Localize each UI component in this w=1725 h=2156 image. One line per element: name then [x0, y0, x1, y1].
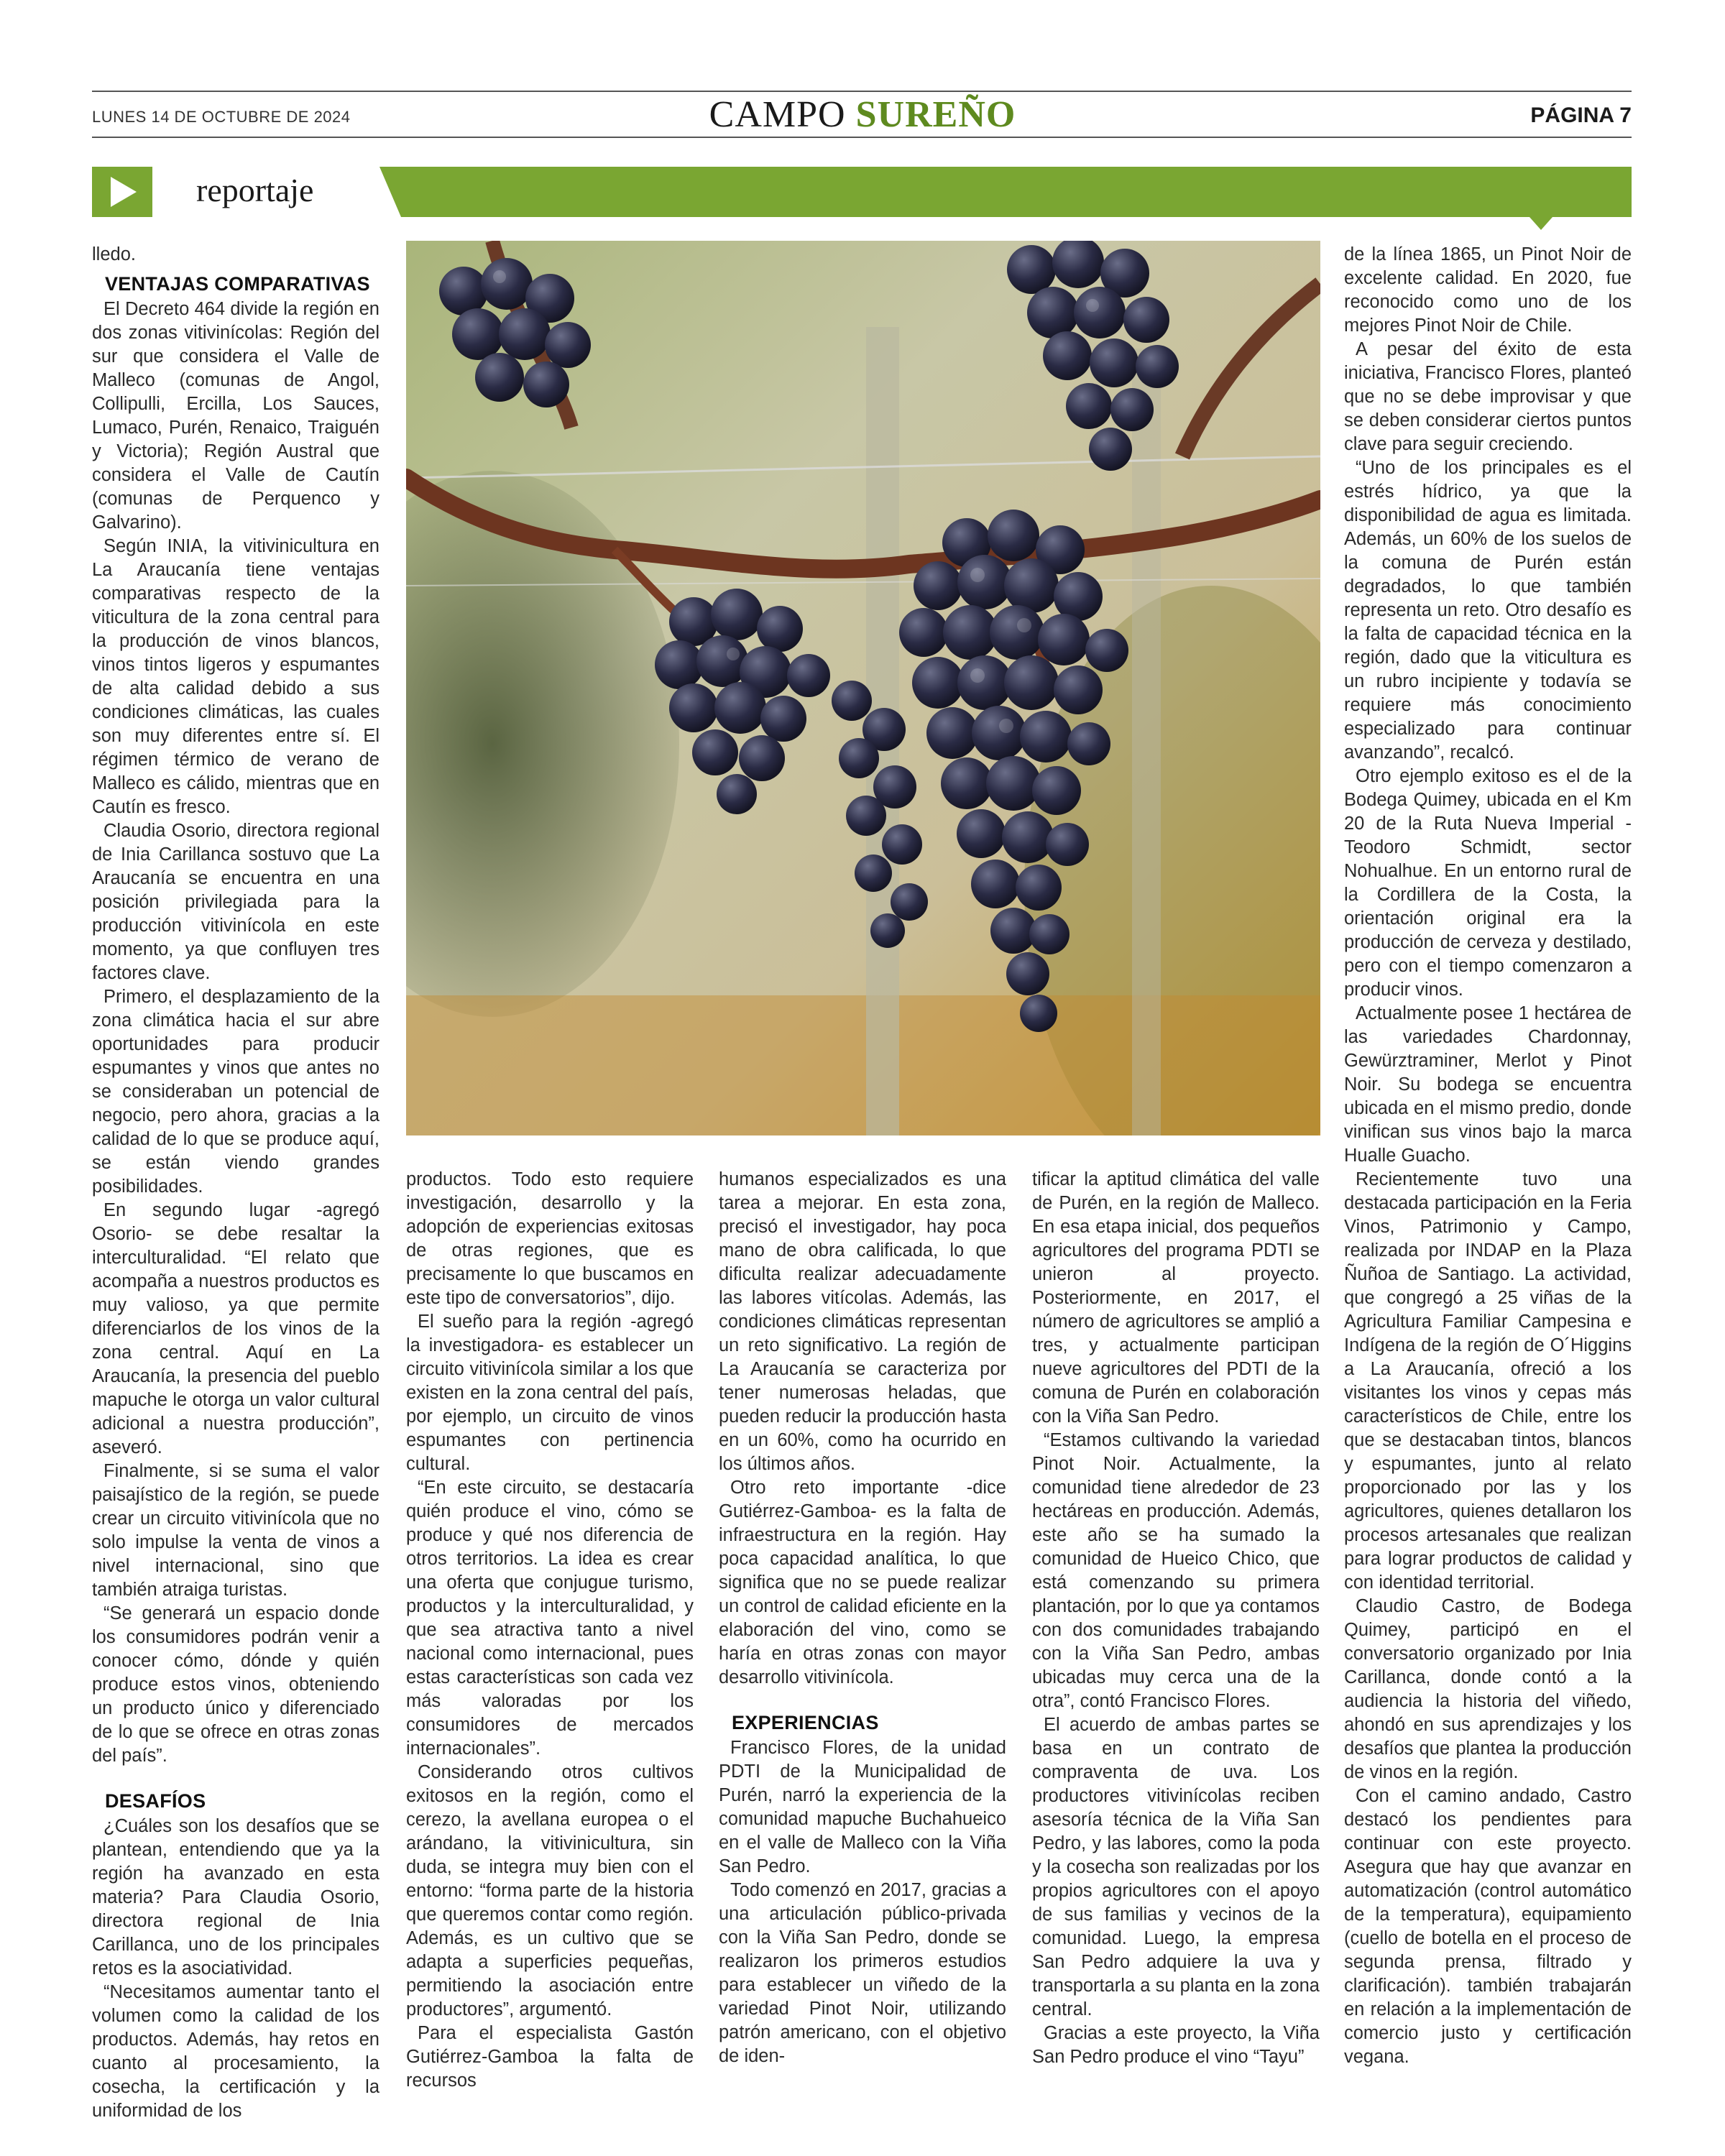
section-green-band: [380, 167, 1632, 217]
paragraph: Claudia Osorio, directora regional de Inia Carillanca sostuvo que La Araucanía se encuentra en una posición privilegiada para la producción vitivinícola en este momento, ya que confluyen tres factores clave.: [92, 821, 380, 983]
paragraph: Otro ejemplo exitoso es el de la Bodega Quimey, ubicada en el Km 20 de la Ruta Nueva Imperial - Teodoro Schmidt, sector Nohualhue. En un entorno rural de la Cordillera de la Costa, la orientación original era la producción de cerveza y destilado, pero con el tiempo comenzaron a producir vinos.: [1344, 766, 1632, 1000]
paragraph: “Se generará un espacio donde los consumidores podrán venir a conocer cómo, dónde y quién produce estos vinos, obteniendo un producto único y diferenciado de lo que se ofrece en otras zonas del país”.: [92, 1603, 380, 1766]
masthead-part-1: CAMPO: [709, 94, 846, 135]
section-label: reportaje: [196, 172, 314, 208]
subheading-experiencias: EXPERIENCIAS: [732, 1712, 879, 1733]
grape-cluster-photo: [406, 241, 1320, 1135]
masthead-part-2: SUREÑO: [855, 94, 1016, 135]
paragraph: “Uno de los principales es el estrés hídrico, ya que la disponibilidad de agua es limitada. Además, un 60% de los suelos de la comuna de Purén están degradados, lo que también representa un reto. Otro desafío es la falta de capacidad técnica en la región, dado que la viticultura es un rubro incipiente y todavía se requiere más conocimiento especializado para continuar avanzando”, recalcó.: [1344, 458, 1632, 763]
page-number: PÁGINA 7: [1530, 103, 1632, 127]
article-column-1: [92, 243, 380, 2123]
paragraph: Gracias a este proyecto, la Viña San Pedro produce el vino “Tayu”: [1032, 2023, 1320, 2067]
paragraph: de la línea 1865, un Pinot Noir de excelente calidad. En 2020, fue reconocido como uno de los mejores Pinot Noir de Chile.: [1344, 244, 1632, 336]
paragraph: tificar la aptitud climática del valle de Purén, en la región de Malleco. En esa etapa inicial, dos pequeños agricultores del programa PDTI se unieron al proyecto. Posteriormente, en 2017, el número de agricultores se amplió a tres, y actualmente participan nueve agricultores del PDTI de la comuna de Purén en colaboración con la Viña San Pedro.: [1032, 1169, 1320, 1427]
header-top-rule: [92, 91, 1632, 92]
paragraph: Otro reto importante -dice Gutiérrez-Gamboa- es la falta de infraestructura en la región. Hay poca capacidad analítica, lo que significa que no se puede realizar un control de calidad eficiente en la elaboración del vino, como se haría en otras zonas con mayor desarrollo vitivinícola.: [719, 1478, 1006, 1687]
paragraph: humanos especializados es una tarea a mejorar. En esta zona, precisó el investigador, hay poca mano de obra calificada, lo que dificulta realizar adecuadamente las labores vitícolas. Además, las condiciones climáticas representan un reto significativo. La región de La Araucanía se caracteriza por tener numerosas heladas, que pueden reducir la producción hasta en un 60%, como ha ocurrido en los últimos años.: [719, 1169, 1006, 1474]
paragraph: “Estamos cultivando la variedad Pinot Noir. Actualmente, la comunidad tiene alrededor de 23 hectáreas en producción. Además, este año se ha sumado la comunidad de Hueico Chico, que está comenzando su primera plantación, por lo que ya contamos con dos comunidades trabajando con la Viña San Pedro, ambas ubicadas muy cerca una de la otra”, contó Francisco Flores.: [1032, 1430, 1320, 1711]
paragraph: Considerando otros cultivos exitosos en la región, como el cerezo, la avellana europea o el arándano, la vitivinicultura, sin duda, se integra muy bien con el entorno: “forma parte de la historia que queremos contar como región. Además, es un cultivo que se adapta a superficies pequeñas, permitiendo la asociación entre productores”, argumentó.: [406, 1762, 694, 2019]
paragraph: Primero, el desplazamiento de la zona climática hacia el sur abre oportunidades para producir espumantes y vinos que antes no se consideraban un potencial de negocio, pero ahora, gracias a la calidad de lo que se produce aquí, se están viendo grandes posibilidades.: [92, 987, 380, 1197]
paragraph: Según INIA, la vitivinicultura en La Araucanía tiene ventajas comparativas respecto de la viticultura de la zona central para la producción de vinos blancos, vinos tintos ligeros y espumantes de alta calidad debido a sus condiciones climáticas, las cuales son muy diferentes entre sí. El régimen térmico de verano de Malleco es cálido, mientras que en Cautín es fresco.: [92, 536, 380, 817]
section-notch: [1530, 217, 1552, 230]
paragraph: Recientemente tuvo una destacada participación en la Feria Vinos, Patrimonio y Campo, realizada por INDAP en la Plaza Ñuñoa de Santiago. La actividad, que congregó a 25 viñas de la Agricultura Familiar Campesina e Indígena de la región de O´Higgins a La Araucanía, ofreció a los visitantes los vinos y cepas más característicos de Chile, entre los que se destacaban tintos, blancos y espumantes, junto al relato proporcionado por las y los agricultores, quienes detallaron los procesos artesanales que realizan para lograr productos de calidad y con identidad territorial.: [1344, 1169, 1632, 1593]
paragraph: En segundo lugar -agregó Osorio- se debe resaltar la interculturalidad. “El relato que acompaña a nuestros productos es muy valioso, ya que permite diferenciarlos de los vinos de la zona central. Aquí en La Araucanía, la presencia del pueblo mapuche le otorga un valor cultural adicional a nuestra producción”, aseveró.: [92, 1200, 380, 1457]
paragraph: El Decreto 464 divide la región en dos zonas vitivinícolas: Región del sur que considera el Valle de Malleco (comunas de Angol, Collipulli, Ercilla, Los Sauces, Lumaco, Purén, Renaico, Traiguén y Victoria); Región Austral que considera el Valle de Cautín (comunas de Perquenco y Galvarino).: [92, 299, 380, 533]
paragraph: Claudio Castro, de Bodega Quimey, participó en el conversatorio organizado por Inia Carillanca, donde contó a la audiencia la historia del viñedo, ahondó en sus aprendizajes y los desafíos que plantea la producción de vinos en la región.: [1344, 1596, 1632, 1782]
paragraph: lledo.: [92, 244, 136, 264]
subheading-desafios: DESAFÍOS: [105, 1790, 206, 1812]
paragraph: “En este circuito, se destacaría quién produce el vino, cómo se produce y qué nos diferencia de otros territorios. La idea es crear una oferta que conjugue turismo, productos y la interculturalidad, y que sea atractiva tanto a nivel nacional como internacional, pues estas características son cada vez más valoradas por los consumidores de mercados internacionales”.: [406, 1478, 694, 1759]
paragraph: ¿Cuáles son los desafíos que se plantean, entendiendo que ya la región ha avanzado en esta materia? Para Claudia Osorio, directora regional de Inia Carillanca, uno de los principales retos es la asociatividad.: [92, 1816, 380, 1978]
article-column-2: [406, 1168, 694, 2093]
paragraph: “Necesitamos aumentar tanto el volumen como la calidad de los productos. Además, hay retos en cuanto al procesamiento, la cosecha, la certificación y la uniformidad de los: [92, 1982, 380, 2121]
paragraph: El acuerdo de ambas partes se basa en un contrato de compraventa de uva. Los productores vitivinícolas reciben asesoría técnica de la Viña San Pedro, y las labores, como la poda y la cosecha son realizadas por los propios agricultores con el apoyo de sus familias y vecinos de la comunidad. Luego, la empresa San Pedro adquiere la uva y transportarla a su planta en la zona central.: [1032, 1715, 1320, 2019]
paragraph: productos. Todo esto requiere investigación, desarrollo y la adopción de experiencias exitosas de otras regiones, que es precisamente lo que buscamos en este tipo de conversatorios”, dijo.: [406, 1169, 694, 1308]
play-arrow-icon: [92, 167, 152, 217]
section-bar: [92, 167, 1632, 217]
issue-date: LUNES 14 DE OCTUBRE DE 2024: [92, 108, 351, 126]
paragraph: Todo comenzó en 2017, gracias a una articulación público-privada con la Viña San Pedro, donde se realizaron los primeros estudios para establecer un viñedo de la variedad Pinot Noir, utilizando patrón americano, con el objetivo de iden-: [719, 1880, 1006, 2066]
paragraph: Finalmente, si se suma el valor paisajístico de la región, se puede crear un circuito vitivinícola que no solo impulse la venta de vinos a nivel internacional, sino que también atraiga turistas.: [92, 1461, 380, 1600]
paragraph: A pesar del éxito de esta iniciativa, Francisco Flores, planteó que no se debe improvisar y que se deben considerar ciertos puntos clave para seguir creciendo.: [1344, 339, 1632, 454]
paragraph: Con el camino andado, Castro destacó los pendientes para continuar con este proyecto. Asegura que hay que avanzar en automatización (control automático de la temperatura), equipamiento (cuello de botella en el proceso de segunda prensa, filtrado y clarificación). también trabajarán en relación a la implementación de comercio justo y certificación vegana.: [1344, 1786, 1632, 2067]
paragraph: Francisco Flores, de la unidad PDTI de la Municipalidad de Purén, narró la experiencia de la comunidad mapuche Buchahueico en el valle de Malleco con la Viña San Pedro.: [719, 1738, 1006, 1876]
paragraph: El sueño para la región -agregó la investigadora- es establecer un circuito vitivinícola similar a los que existen en la zona central del país, por ejemplo, un circuito de vinos espumantes con pertinencia cultural.: [406, 1312, 694, 1474]
article-column-4: [1032, 1168, 1320, 2069]
masthead: [0, 93, 1725, 136]
subheading-ventajas: VENTAJAS COMPARATIVAS: [105, 273, 370, 295]
paragraph: Actualmente posee 1 hectárea de las variedades Chardonnay, Gewürztraminer, Merlot y Pinot Noir. Su bodega se encuentra ubicada en el mismo predio, donde vinifican sus vinos bajo la marca Hualle Guacho.: [1344, 1003, 1632, 1166]
article-column-3: [719, 1168, 1006, 2068]
article-column-5: [1344, 243, 1632, 2069]
paragraph: Para el especialista Gastón Gutiérrez-Gamboa la falta de recursos: [406, 2023, 694, 2091]
header-bottom-rule: [92, 137, 1632, 138]
